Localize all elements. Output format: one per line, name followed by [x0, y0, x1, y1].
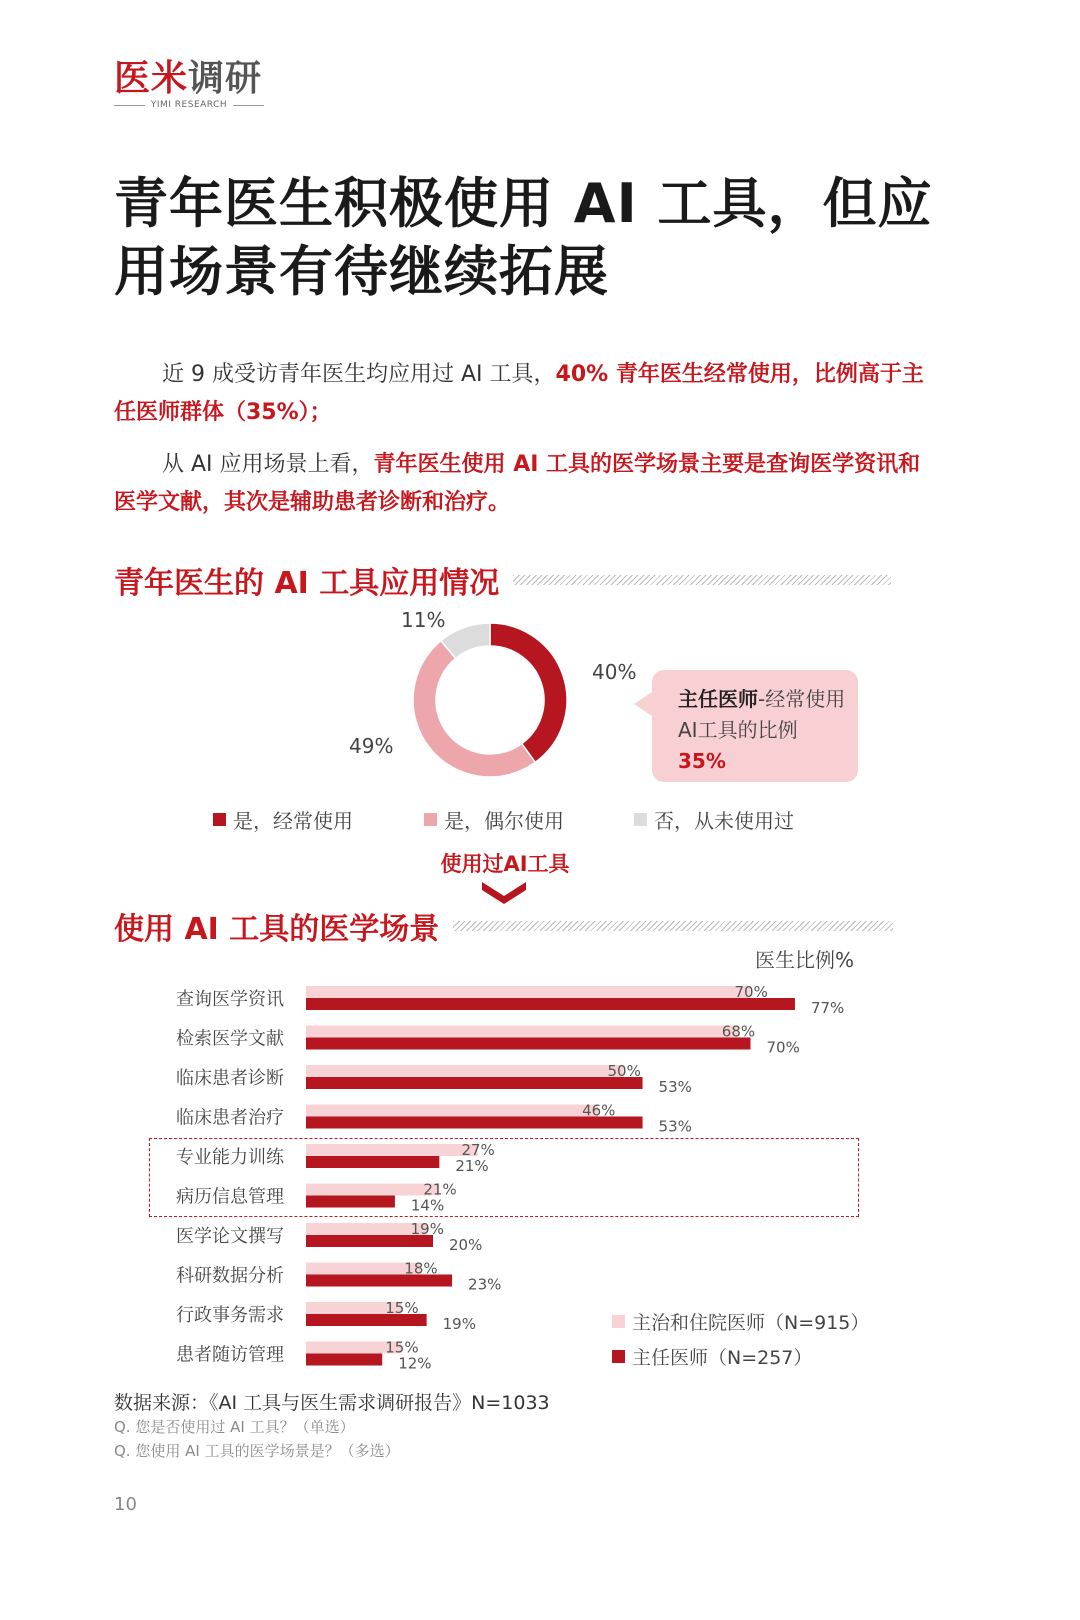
bar-legend-label-chief: 主任医师（N=257）: [632, 1347, 813, 1369]
bar-chief: [306, 1038, 751, 1050]
chart-unit-label: 医生比例%: [755, 948, 855, 972]
bar-resident: [306, 1184, 439, 1196]
legend-label-often: 是，经常使用: [233, 809, 353, 833]
donut-slice-1: [413, 641, 535, 777]
bar-value-resident: 19%: [410, 1220, 444, 1238]
bar-legend-resident: [612, 1308, 869, 1335]
legend-swatch-often: [213, 813, 226, 826]
bar-value-resident: 15%: [385, 1338, 419, 1357]
bar-chief: [306, 1354, 382, 1366]
title-line-1: 青年医生积极使用 AI 工具，但应: [114, 172, 933, 235]
page-number: 10: [114, 1494, 137, 1515]
bar-chief: [306, 1196, 395, 1208]
bar-resident: [306, 1263, 420, 1275]
section-title-usage: 青年医生的 AI 工具应用情况: [114, 566, 500, 601]
bar-value-resident: 50%: [607, 1062, 641, 1080]
legend-swatch-sometimes: [424, 813, 437, 826]
bar-resident: [306, 1223, 427, 1235]
bar-resident: [306, 1065, 624, 1077]
bar-legend-swatch-chief: [612, 1350, 625, 1363]
data-source: 数据来源：《AI 工具与医生需求调研报告》N=1033: [114, 1392, 550, 1414]
legend-sometimes: [424, 805, 564, 834]
legend-label-never: 否，从未使用过: [654, 809, 794, 833]
legend-label-sometimes: 是，偶尔使用: [444, 809, 564, 833]
callout-body: -经常使用AI工具的比例: [678, 687, 846, 742]
bar-value-chief: 53%: [658, 1117, 692, 1136]
bar-chief: [306, 1156, 439, 1168]
used-ai-label: 使用过AI工具: [440, 852, 570, 876]
question-2: Q. 您使用 AI 工具的医学场景是？（多选）: [114, 1442, 400, 1460]
callout-bold: 主任医师: [678, 687, 758, 711]
callout-bubble: [652, 670, 858, 782]
title-line-2: 用场景有待继续拓展: [114, 240, 609, 303]
chevron-down-icon: [480, 880, 528, 906]
category-label: 专业能力训练: [176, 1147, 284, 1168]
category-label: 患者随访管理: [176, 1344, 284, 1366]
category-label: 检索医学文献: [176, 1028, 284, 1050]
brand-logo: [114, 58, 264, 110]
category-label: 医学论文撰写: [176, 1226, 284, 1247]
summary-paragraph-1: [114, 356, 934, 432]
bar-value-chief: 20%: [449, 1236, 483, 1254]
bar-chart: [0, 960, 1080, 1380]
bar-value-chief: 19%: [442, 1315, 476, 1333]
section-header-scenarios: [114, 904, 893, 948]
category-label: 病历信息管理: [176, 1186, 284, 1208]
callout-text: [678, 684, 848, 777]
bar-value-resident: 68%: [721, 1022, 756, 1041]
logo-text-gray: 调研: [188, 57, 263, 99]
donut-slice-0: [490, 623, 567, 762]
category-label: 行政事务需求: [176, 1305, 284, 1326]
bar-resident: [306, 1105, 598, 1117]
bar-value-chief: 53%: [658, 1078, 692, 1096]
donut-svg: [400, 610, 580, 790]
section-divider: [453, 921, 893, 931]
bar-value-chief: 21%: [455, 1157, 489, 1175]
category-label: 科研数据分析: [176, 1265, 284, 1287]
bar-value-resident: 21%: [423, 1180, 457, 1199]
bar-value-chief: 14%: [410, 1196, 445, 1215]
logo-english: YIMI RESEARCH: [150, 100, 228, 110]
legend-never: [634, 805, 794, 834]
donut-chart: [400, 610, 580, 790]
bar-value-chief: 23%: [468, 1275, 502, 1294]
bar-value-chief: 12%: [398, 1354, 432, 1373]
legend-swatch-never: [634, 813, 647, 826]
section-title-scenarios: 使用 AI 工具的医学场景: [114, 912, 440, 947]
bar-legend-swatch-resident: [612, 1315, 625, 1328]
section-divider: [513, 575, 891, 585]
donut-label-often: 40%: [592, 660, 637, 684]
bar-value-chief: 77%: [810, 999, 845, 1017]
question-1: Q. 您是否使用过 AI 工具？（单选）: [114, 1418, 355, 1436]
bar-resident: [306, 1026, 738, 1038]
para2-highlight: 青年医生使用 AI 工具的医学场景主要是查询医学资讯和医学文献，其次是辅助患者诊断和治疗。: [114, 452, 921, 515]
para1-highlight: 40% 青年医生经常使用，比例高于主任医师群体（35%）；: [114, 362, 924, 425]
summary-paragraph-2: [114, 446, 934, 522]
bar-legend-label-resident: 主治和住院医师（N=915）: [632, 1312, 870, 1334]
para1-normal: 近 9 成受访青年医生均应用过 AI 工具，: [162, 362, 556, 387]
logo-subtitle: [114, 100, 264, 110]
category-label: 临床患者诊断: [176, 1068, 284, 1089]
logo-text-red: 医米: [114, 57, 189, 99]
bar-chief: [306, 998, 795, 1010]
bar-value-chief: 70%: [766, 1038, 800, 1057]
page-title: [114, 170, 964, 306]
bar-resident: [306, 1144, 477, 1156]
donut-label-sometimes: 49%: [349, 734, 394, 758]
bar-value-resident: 18%: [404, 1259, 438, 1278]
bar-value-resident: 46%: [582, 1101, 616, 1120]
logo-text: [114, 58, 264, 98]
para2-normal: 从 AI 应用场景上看，: [162, 452, 374, 477]
donut-label-never: 11%: [401, 608, 446, 632]
section-header-usage: [114, 558, 891, 602]
legend-often: [213, 805, 353, 834]
bar-chief: [306, 1077, 643, 1089]
bar-value-resident: 15%: [385, 1299, 419, 1317]
bar-value-resident: 27%: [461, 1141, 495, 1159]
bar-resident: [306, 986, 751, 998]
category-label: 查询医学资讯: [176, 989, 284, 1010]
callout-value: 35%: [678, 749, 726, 773]
category-label: 临床患者治疗: [176, 1107, 284, 1129]
bar-value-resident: 70%: [734, 983, 768, 1001]
bar-legend-chief: [612, 1343, 812, 1370]
